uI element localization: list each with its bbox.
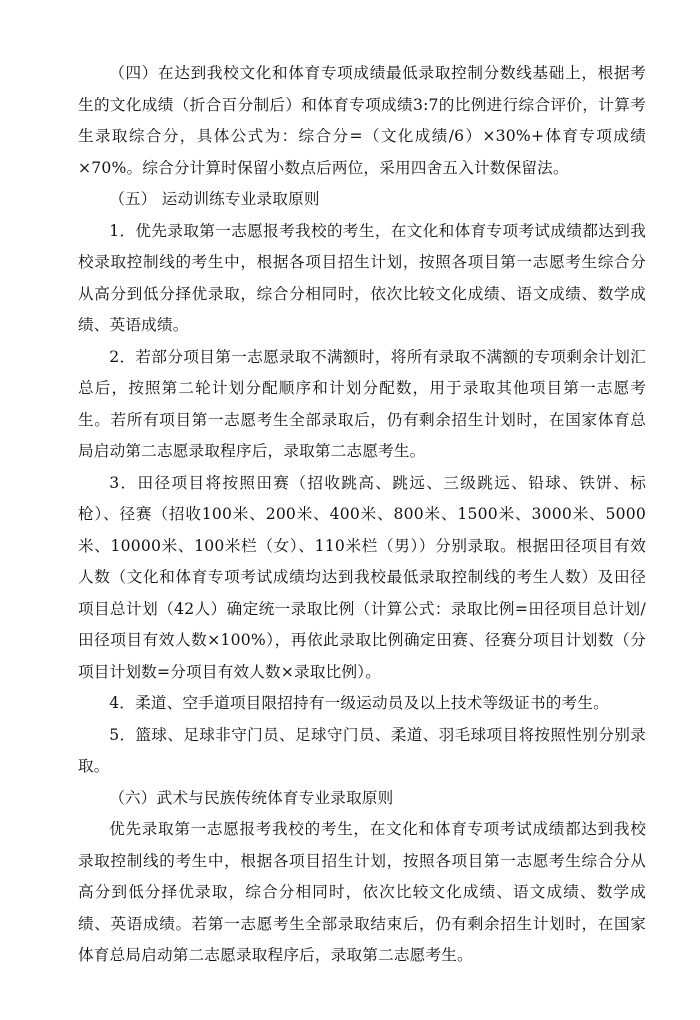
paragraph-rule-4: 4．柔道、空手道项目限招持有一级运动员及以上技术等级证书的考生。 (109, 694, 609, 712)
section-heading-sports-training: （五） 运动训练专业录取原则 (109, 190, 320, 208)
paragraph-rule-5: 5．篮球、足球非守门员、足球守门员、柔道、羽毛球项目将按照性别分别录取。 (78, 725, 646, 775)
paragraph-admission-score-formula: （四）在达到我校文化和体育专项成绩最低录取控制分数线基础上，根据考生的文化成绩（折合百分制后）和体育专项成绩3:7的比例进行综合评价，计算考生录取综合分，具体公式为：综合分=（文化成绩/6）×30%+体育专项成绩×70%。综合分计算时保留小数点后两位，采用四舍五入计数保留法。 (78, 64, 646, 177)
paragraph-martial-arts-rule: 优先录取第一志愿报考我校的考生，在文化和体育专项考试成绩都达到我校录取控制线的考生中，根据各项目招生计划，按照各项目第一志愿考生综合分从高分到低分择优录取，综合分相同时，依次比较文化成绩、语文成绩、数学成绩、英语成绩。若第一志愿考生全部录取结束后，仍有剩余招生计划时，在国家体育总局启动第二志愿录取程序后，录取第二志愿考生。 (78, 820, 646, 964)
paragraph-rule-3: 3．田径项目将按照田赛（招收跳高、跳远、三级跳远、铅球、铁饼、标枪）、径赛（招收100米、200米、400米、800米、1500米、3000米、5000米、10000米、100米栏（女）、110米栏（男））分别录取。根据田径项目有效人数（文化和体育专项考试成绩均达到我校最低录取控制线的考生人数）及田径项目总计划（42人）确定统一录取比例（计算公式：录取比例=田径项目总计划/田径项目有效人数×100%），再依此录取比例确定田赛、径赛分项目计划数（分项目计划数=分项目有效人数×录取比例）。 (78, 473, 646, 681)
section-heading-martial-arts: （六）武术与民族传统体育专业录取原则 (109, 788, 394, 807)
document-page (78, 58, 646, 972)
paragraph-rule-2: 2．若部分项目第一志愿录取不满额时，将所有录取不满额的专项剩余计划汇总后，按照第二轮计划分配顺序和计划分配数，用于录取其他项目第一志愿考生。若所有项目第一志愿考生全部录取后，仍有剩余招生计划时，在国家体育总局启动第二志愿录取程序后，录取第二志愿考生。 (78, 347, 646, 460)
paragraph-rule-1: 1．优先录取第一志愿报考我校的考生，在文化和体育专项考试成绩都达到我校录取控制线的考生中，根据各项目招生计划，按照各项目第一志愿考生综合分从高分到低分择优录取，综合分相同时，依次比较文化成绩、语文成绩、数学成绩、英语成绩。 (78, 221, 646, 334)
